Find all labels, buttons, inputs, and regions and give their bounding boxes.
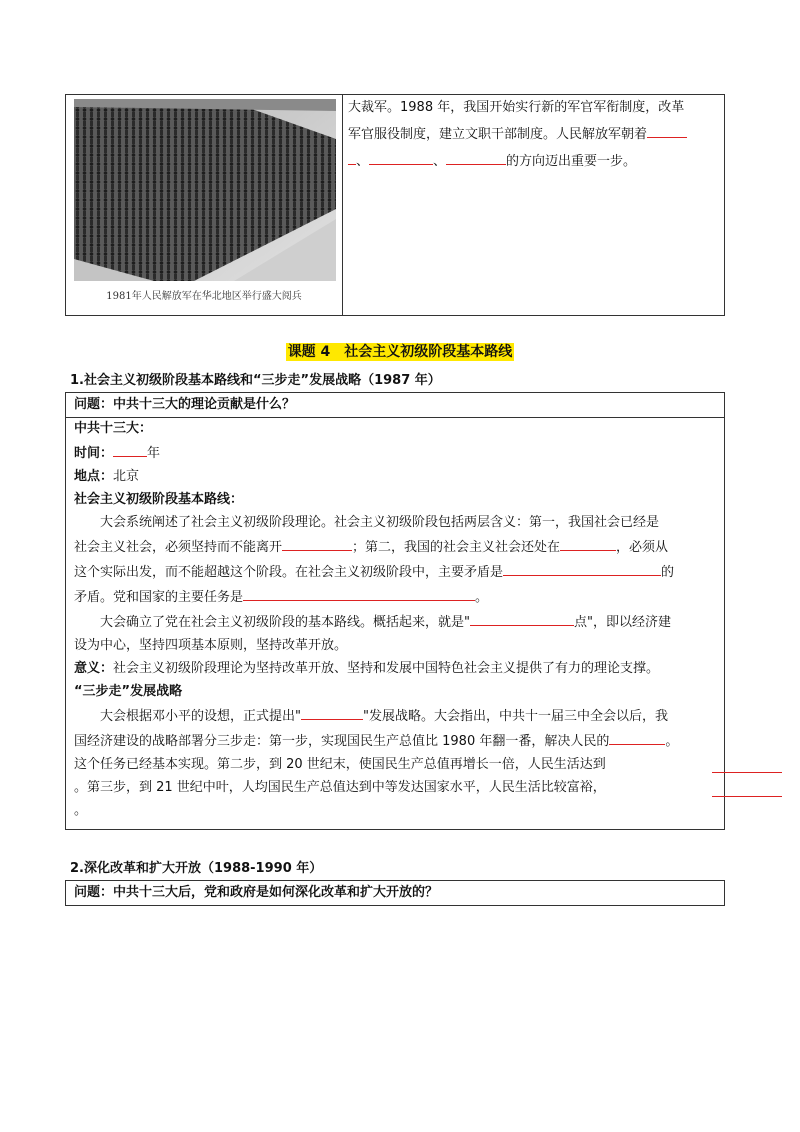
blank-p1-3[interactable] xyxy=(503,559,661,576)
p3-line4: 。第三步，到 21 世纪中叶，人均国民生产总值达到中等发达国家水平，人民生活比较富裕， xyxy=(74,780,606,795)
p3-line2 xyxy=(74,728,716,753)
p1-d: ，必须从 xyxy=(616,540,669,555)
place-row xyxy=(74,465,716,488)
p1-h: 。 xyxy=(475,590,489,605)
p3-line3: 这个任务已经基本实现。第二步，到 20 世纪末，使国民生产总值再增长一倍，人民生活达到 xyxy=(74,757,606,772)
p1-line2 xyxy=(74,534,716,559)
place-value: 北京 xyxy=(113,469,140,484)
p1-line3 xyxy=(74,559,716,584)
section1-question: 问题：中共十三大的理论贡献是什么？ xyxy=(66,393,724,418)
p3-d: 。 xyxy=(665,734,679,749)
p1-b: 社会主义社会，必须坚持而不能离开 xyxy=(74,540,283,555)
blank-p3-1[interactable] xyxy=(301,703,363,720)
blank-p1-1[interactable] xyxy=(282,534,352,551)
p2-b: 点"，即以经济建 xyxy=(573,615,671,630)
p1-e: 这个实际出发，而不能超越这个阶段。在社会主义初级阶段中，主要矛盾是 xyxy=(74,565,504,580)
section1-box xyxy=(65,392,725,830)
top-line-3-tail: 的方向迈出重要一步。 xyxy=(506,154,637,169)
top-line-3 xyxy=(348,148,720,175)
p1-g: 矛盾。党和国家的主要任务是 xyxy=(74,590,244,605)
p3-c: 国经济建设的战略部署分三步走：第一步，实现国民生产总值比 1980 年翻一番，解决人民的 xyxy=(74,734,610,749)
section2-question: 问题：中共十三大后，党和政府是如何深化改革和扩大开放的？ xyxy=(74,885,439,900)
blank-p3-4[interactable] xyxy=(712,796,782,797)
section1-title: 1.社会主义初级阶段基本路线和“三步走”发展战略（1987 年） xyxy=(70,373,441,388)
place-label: 地点： xyxy=(74,469,114,484)
p1-c: ；第二，我国的社会主义社会还处在 xyxy=(352,540,561,555)
meaning-row xyxy=(74,657,716,680)
time-row xyxy=(74,440,716,465)
time-unit: 年 xyxy=(147,446,161,461)
line-title: 社会主义初级阶段基本路线： xyxy=(74,492,244,507)
blank-top-1[interactable] xyxy=(647,121,687,138)
meaning-label: 意义： xyxy=(74,661,114,676)
section2-title: 2.深化改革和扩大开放（1988-1990 年） xyxy=(70,861,323,876)
blank-top-1-cont[interactable] xyxy=(348,148,356,165)
p1-f: 的 xyxy=(661,565,675,580)
parade-photo-image xyxy=(74,99,336,281)
parade-photo xyxy=(74,99,336,281)
section1-content xyxy=(74,417,716,822)
three-steps-title: “三步走”发展战略 xyxy=(74,684,183,699)
topic-heading-text: 课题 4 社会主义初级阶段基本路线 xyxy=(287,344,513,360)
blank-top-3[interactable] xyxy=(446,148,506,165)
p2-line1 xyxy=(74,609,716,634)
time-label: 时间： xyxy=(74,446,114,461)
sep-2: 、 xyxy=(433,154,447,169)
blank-p2-1[interactable] xyxy=(470,609,574,626)
p3-a: 大会根据邓小平的设想，正式提出" xyxy=(100,709,301,724)
photo-caption: 1981年人民解放军在华北地区举行盛大阅兵 xyxy=(106,291,302,302)
meaning-text: 社会主义初级阶段理论为坚持改革开放、坚持和发展中国特色社会主义提供了有力的理论支撑。 xyxy=(113,661,660,676)
topic-heading xyxy=(0,341,800,361)
congress-label: 中共十三大： xyxy=(74,421,153,436)
blank-p3-3[interactable] xyxy=(712,772,782,773)
p1-line4 xyxy=(74,584,716,609)
p3-line1 xyxy=(74,703,716,728)
blank-p1-4[interactable] xyxy=(243,584,475,601)
top-line-2-text: 军官服役制度，建立文职干部制度。人民解放军朝着 xyxy=(348,127,648,142)
blank-time[interactable] xyxy=(113,440,147,457)
table-divider xyxy=(342,95,343,315)
blank-p1-2[interactable] xyxy=(560,534,616,551)
sep-1: 、 xyxy=(356,154,370,169)
blank-top-2[interactable] xyxy=(369,148,433,165)
p1-line1: 大会系统阐述了社会主义初级阶段理论。社会主义初级阶段包括两层含义：第一，我国社会已经是 xyxy=(100,515,660,530)
p3-line5: 。 xyxy=(74,803,88,818)
section2-box xyxy=(65,880,725,906)
top-line-1: 大裁军。1988 年，我国开始实行新的军官军衔制度，改革 xyxy=(348,100,685,115)
p2-a: 大会确立了党在社会主义初级阶段的基本路线。概括起来，就是" xyxy=(100,615,470,630)
top-text xyxy=(348,95,720,175)
top-table xyxy=(65,94,725,316)
p3-b: "发展战略。大会指出，中共十一届三中全会以后，我 xyxy=(362,709,668,724)
p2-line2: 设为中心，坚持四项基本原则，坚持改革开放。 xyxy=(74,638,348,653)
top-line-2 xyxy=(348,121,720,148)
blank-p3-2[interactable] xyxy=(609,728,665,745)
